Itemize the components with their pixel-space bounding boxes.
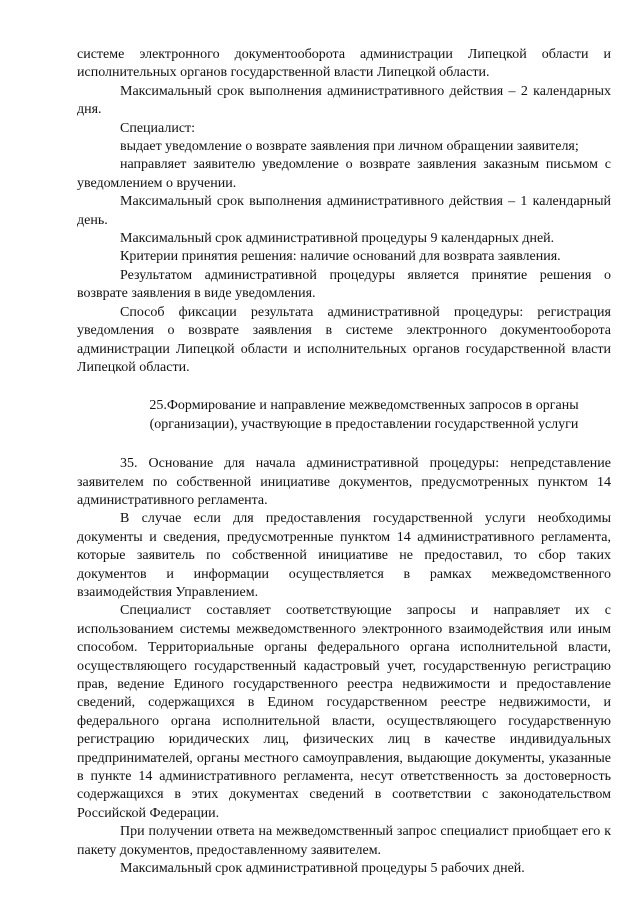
paragraph: Специалист: xyxy=(120,120,196,136)
paragraph: При получении ответа на межведомственный запрос специалист приобщает его к пакету документов, предоставленному заявителем. xyxy=(77,824,611,858)
paragraph: В случае если для предоставления государственной услуги необходимы документы и сведения, предусмотренные пунктом 14 административного регламента, которые заявитель по собственной инициативе не предоставил, то сбор таких документов и информации осуществляется в рамках межведомственного взаимодействия Управлением. xyxy=(77,511,611,600)
paragraph: выдает уведомление о возврате заявления при личном обращении заявителя; xyxy=(120,139,579,155)
document-body xyxy=(77,46,611,878)
section-heading: 25.Формирование и направление межведомственных запросов в органы (организации), участвующие в предоставлении государственной услуги xyxy=(149,398,579,432)
paragraph: Результатом административной процедуры является принятие решения о возврате заявления в виде уведомления. xyxy=(77,267,611,302)
paragraph: Специалист составляет соответствующие запросы и направляет их с использованием системы межведомственного электронного взаимодействия или иным способом. Территориальные органы федерального органа исполнительной власти, осуществляющего государственный кадастровый учет, государственную регистрацию прав, ведение Единого государственного реестра недвижимости и предоставление сведений, содержащихся в Едином государственном реестре недвижимости, и федерального органа исполнительной власти, осуществляющего государственную регистрацию юридических лиц, физических лиц в качестве индивидуальных предпринимателей, органы местного самоуправления, выдающие документы, указанные в пункте 14 административного регламента, несут ответственность за достоверность содержащихся в этих документах сведений в соответствии с законодательством Российской Федерации. xyxy=(77,603,611,821)
paragraph: 35. Основание для начала административной процедуры: непредставление заявителем по собственной инициативе документов, предусмотренных пунктом 14 административного регламента. xyxy=(77,456,611,508)
paragraph: направляет заявителю уведомление о возврате заявления заказным письмом с уведомлением о вручении. xyxy=(77,157,611,191)
paragraph: Максимальный срок административной процедуры 9 календарных дней. xyxy=(120,231,555,247)
paragraph: Максимальный срок выполнения административного действия – 2 календарных дня. xyxy=(77,83,611,118)
paragraph: Максимальный срок выполнения административного действия – 1 календарный день. xyxy=(77,194,611,228)
paragraph: системе электронного документооборота администрации Липецкой области и исполнительных органов государственной власти Липецкой области. xyxy=(77,47,611,81)
paragraph: Критерии принятия решения: наличие оснований для возврата заявления. xyxy=(120,249,561,265)
paragraph: Максимальный срок административной процедуры 5 рабочих дней. xyxy=(120,861,525,877)
paragraph: Способ фиксации результата административной процедуры: регистрация уведомления о возврате заявления в системе электронного документооборота администрации Липецкой области и исполнительных органов государственной власти Липецкой области. xyxy=(77,304,611,375)
